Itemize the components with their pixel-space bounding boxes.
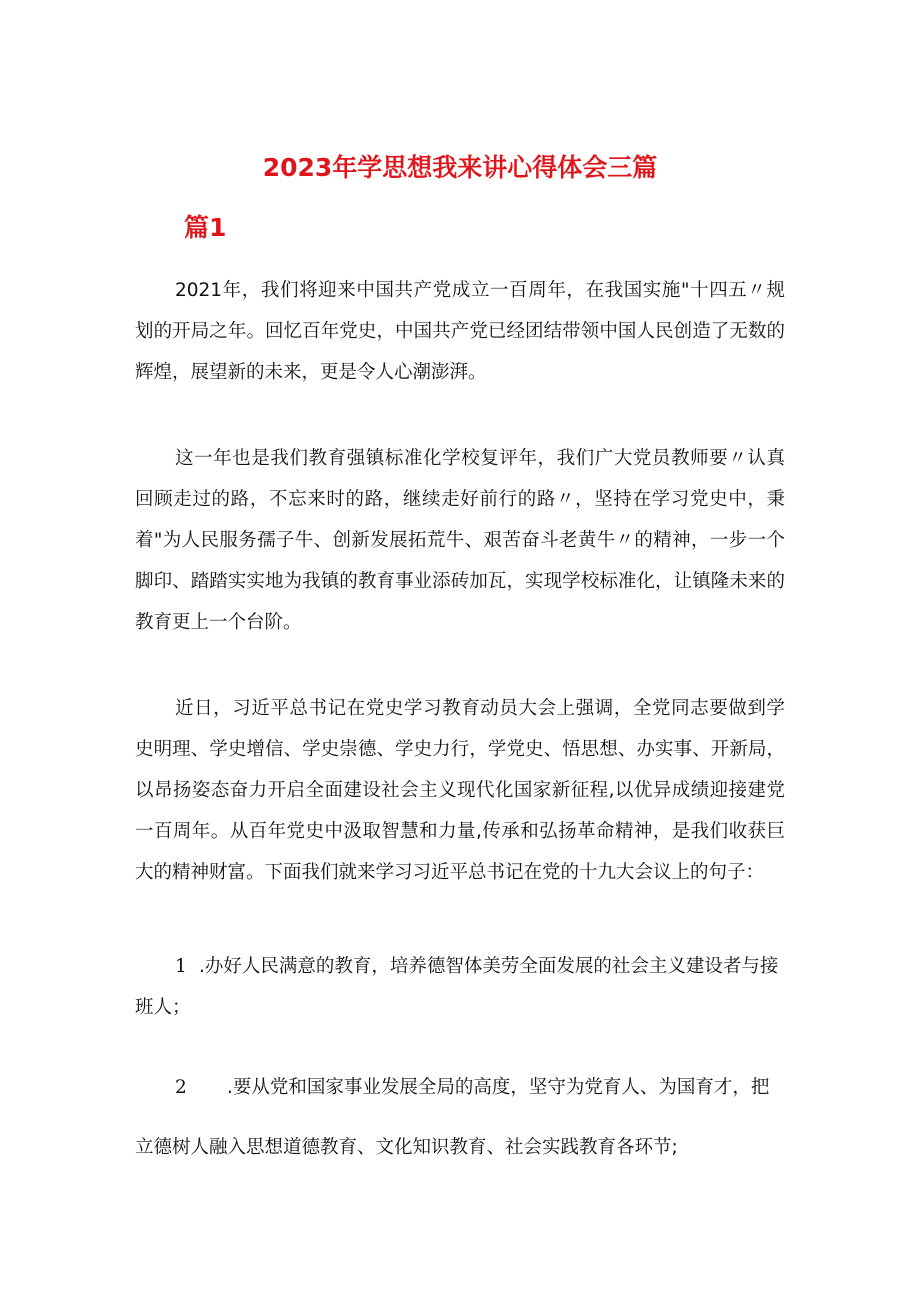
list-item (135, 946, 785, 1028)
document-title: 2023年学思想我来讲心得体会三篇 (262, 153, 658, 182)
paragraph: 近日，习近平总书记在党史学习教育动员大会上强调，全党同志要做到学史明理、学史增信、学史崇德、学史力行，学党史、悟思想、办实事、开新局，以昂扬姿态奋力开启全面建设社会主义现代化国家新征程,以优异成绩迎接建党一百周年。从百年党史中汲取智慧和力量,传承和弘扬革命精神，是我们收获巨大的精神财富。下面我们就来学习习近平总书记在党的十九大会议上的句子： (135, 698, 785, 883)
section-heading: 篇1 (184, 213, 227, 242)
paragraph: 这一年也是我们教育强镇标准化学校复评年，我们广大党员教师要〃认真回顾走过的路，不忘来时的路，继续走好前行的路〃，坚持在学习党史中，秉着"为人民服务孺子牛、创新发展拓荒牛、艰苦奋斗老黄牛〃的精神，一步一个脚印、踏踏实实地为我镇的教育事业添砖加瓦，实现学校标准化，让镇隆未来的教育更上一个台阶。 (135, 448, 785, 633)
list-item-number: 1 (175, 956, 187, 977)
list-item-number: 2 (175, 1077, 187, 1098)
list-item (135, 1058, 785, 1178)
list-item-text: .办好人民满意的教育，培养德智体美劳全面发展的社会主义建设者与接班人； (135, 956, 779, 1018)
list-item-text: .要从党和国家事业发展全局的高度，坚守为党育人、为国育才，把立德树人融入思想道德教育、文化知识教育、社会实践教育各环节; (135, 1077, 770, 1158)
paragraph: 2021年，我们将迎来中国共产党成立一百周年，在我国实施"十四五〃规划的开局之年。回忆百年党史，中国共产党已经团结带领中国人民创造了无数的辉煌，展望新的未来，更是令人心潮澎湃。 (135, 280, 785, 383)
